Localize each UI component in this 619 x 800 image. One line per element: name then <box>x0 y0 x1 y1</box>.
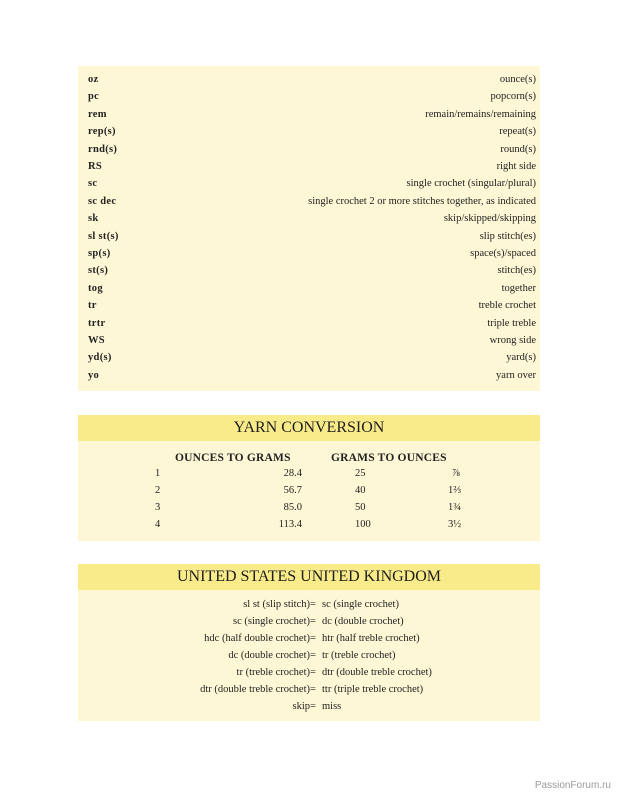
uk-term: tr (treble crochet) <box>322 650 396 661</box>
abbreviation-term: sl st(s) <box>88 230 119 242</box>
uk-term: htr (half treble crochet) <box>322 633 420 644</box>
abbreviation-definition: space(s)/spaced <box>470 248 536 259</box>
us-term: dc (double crochet) <box>228 650 310 661</box>
yarn-conversion-panel <box>78 415 540 541</box>
abbreviation-definition: together <box>501 282 536 294</box>
equals-sign: = <box>310 701 316 712</box>
abbreviation-definition: right side <box>496 161 536 172</box>
abbreviations-panel <box>78 66 540 391</box>
abbreviation-row <box>78 245 540 262</box>
yarn-conversion-row <box>78 500 540 516</box>
abbreviation-definition: yard(s) <box>506 352 536 364</box>
abbreviation-definition: triple treble <box>487 317 536 329</box>
abbreviation-definition: treble crochet <box>478 300 536 312</box>
us-uk-row <box>78 596 540 613</box>
ounces-value: 2 <box>155 485 161 496</box>
grams-input-value: 100 <box>355 519 371 530</box>
us-uk-row <box>78 630 540 647</box>
us-term: dtr (double treble crochet) <box>200 684 310 695</box>
abbreviation-term: sk <box>88 213 99 225</box>
abbreviation-term: yd(s) <box>88 352 112 364</box>
abbreviation-row <box>78 88 540 105</box>
ounces-output-value: 1¾ <box>448 502 462 513</box>
abbreviation-row <box>78 262 540 279</box>
abbreviation-definition: remain/remains/remaining <box>425 108 536 120</box>
us-term: hdc (half double crochet) <box>204 633 310 644</box>
uk-term: miss <box>322 701 342 712</box>
abbreviation-term: WS <box>88 335 105 346</box>
abbreviation-term: tr <box>88 300 97 312</box>
abbreviation-row <box>78 71 540 88</box>
uk-term: sc (single crochet) <box>322 599 399 610</box>
abbreviation-term: sp(s) <box>88 248 111 259</box>
abbreviation-row <box>78 193 540 210</box>
us-uk-row <box>78 698 540 715</box>
abbreviation-row <box>78 367 540 384</box>
abbreviation-term: RS <box>88 161 103 172</box>
abbreviation-term: rem <box>88 108 107 120</box>
abbreviation-term: oz <box>88 74 99 85</box>
abbreviation-definition: repeat(s) <box>499 126 536 138</box>
abbreviation-row <box>78 280 540 297</box>
us-uk-panel <box>78 564 540 721</box>
ounces-value: 1 <box>155 468 161 479</box>
us-uk-title: UNITED STATES UNITED KINGDOM <box>78 564 540 590</box>
us-uk-row <box>78 647 540 664</box>
ounces-value: 4 <box>155 519 161 530</box>
uk-term: dc (double crochet) <box>322 616 404 627</box>
abbreviation-row <box>78 228 540 245</box>
abbreviation-term: st(s) <box>88 265 109 277</box>
equals-sign: = <box>310 684 316 695</box>
us-uk-row <box>78 681 540 698</box>
us-uk-row <box>78 664 540 681</box>
grams-value: 113.4 <box>278 519 302 530</box>
equals-sign: = <box>310 633 316 644</box>
grams-value: 28.4 <box>283 468 302 479</box>
yarn-conversion-row <box>78 466 540 482</box>
ounces-output-value: 1⅔ <box>448 485 462 496</box>
equals-sign: = <box>310 650 316 661</box>
abbreviation-row <box>78 158 540 175</box>
equals-sign: = <box>310 599 316 610</box>
abbreviation-row <box>78 332 540 349</box>
site-watermark: PassionForum.ru <box>534 780 611 791</box>
abbreviation-row <box>78 210 540 227</box>
abbreviation-definition: popcorn(s) <box>490 91 536 103</box>
abbreviation-definition: single crochet 2 or more stitches together, as indicated <box>308 195 536 207</box>
abbreviation-definition: skip/skipped/skipping <box>443 213 536 225</box>
yarn-conversion-row <box>78 483 540 499</box>
abbreviation-row <box>78 123 540 140</box>
ounces-output-value: 3½ <box>448 519 462 530</box>
abbreviation-row <box>78 141 540 158</box>
equals-sign: = <box>310 667 316 678</box>
ounces-value: 3 <box>155 502 161 513</box>
uk-term: ttr (triple treble crochet) <box>322 684 424 695</box>
us-term: skip <box>292 701 310 712</box>
ounces-output-value: ⅞ <box>452 468 460 479</box>
abbreviation-definition: wrong side <box>489 335 536 346</box>
yarn-conversion-title: YARN CONVERSION <box>78 415 540 441</box>
us-term: tr (treble crochet) <box>236 667 310 678</box>
abbreviation-definition: slip stitch(es) <box>479 230 536 242</box>
abbreviation-definition: stitch(es) <box>497 265 536 277</box>
us-uk-row <box>78 613 540 630</box>
yarn-conversion-row <box>78 517 540 533</box>
abbreviation-definition: yarn over <box>496 369 536 381</box>
grams-value: 56.7 <box>283 485 302 496</box>
abbreviation-term: tog <box>88 282 103 294</box>
abbreviation-definition: single crochet (singular/plural) <box>406 178 536 190</box>
uk-term: dtr (double treble crochet) <box>322 667 432 678</box>
grams-input-value: 25 <box>355 468 366 479</box>
abbreviation-term: rep(s) <box>88 126 116 138</box>
abbreviation-row <box>78 297 540 314</box>
abbreviation-term: pc <box>88 91 100 103</box>
abbreviation-term: yo <box>88 369 100 381</box>
abbreviation-row <box>78 106 540 123</box>
abbreviation-row <box>78 315 540 332</box>
grams-input-value: 50 <box>355 502 366 513</box>
abbreviation-definition: ounce(s) <box>499 74 536 85</box>
grams-value: 85.0 <box>283 502 302 513</box>
abbreviation-term: rnd(s) <box>88 143 118 155</box>
us-term: sc (single crochet) <box>233 616 310 627</box>
abbreviation-term: sc <box>88 178 98 190</box>
grams-to-ounces-header: GRAMS TO OUNCES <box>331 452 447 464</box>
abbreviation-definition: round(s) <box>500 143 536 155</box>
us-term: sl st (slip stitch) <box>243 599 310 610</box>
abbreviation-row <box>78 175 540 192</box>
ounces-to-grams-header: OUNCES TO GRAMS <box>175 452 291 464</box>
grams-input-value: 40 <box>355 485 366 496</box>
abbreviation-term: trtr <box>88 317 106 329</box>
abbreviation-row <box>78 349 540 366</box>
equals-sign: = <box>310 616 316 627</box>
abbreviation-term: sc dec <box>88 195 117 207</box>
